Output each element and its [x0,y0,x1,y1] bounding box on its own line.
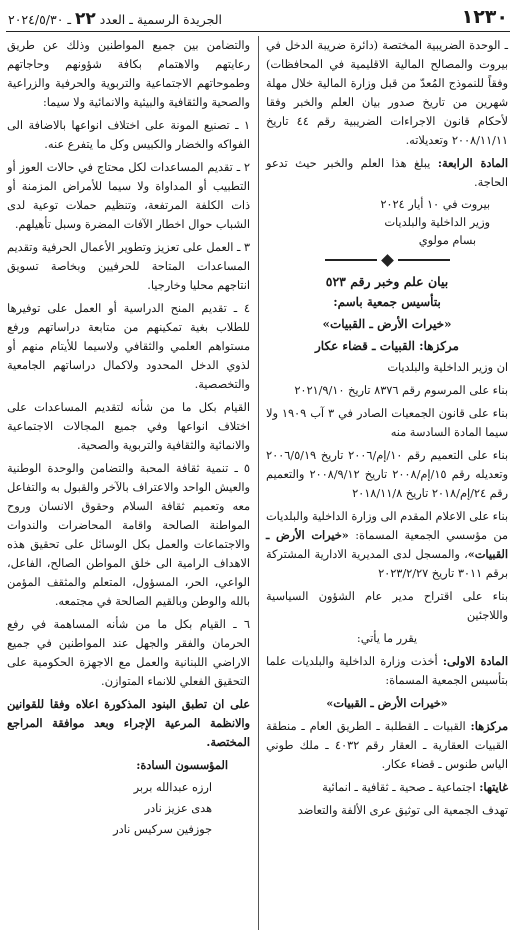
founder-name: جوزفين سركيس نادر [113,823,212,836]
association-name-heading: «خيرات الأرض ـ القبيات» [322,317,452,331]
divider-diamond [381,254,394,267]
notification-basis [266,507,508,583]
notice-title: بيان علم وخبر رقم ٥٢٣ [325,274,449,289]
founder-name: ارزه عبدالله بربر [133,781,212,794]
goal-item-4: ٤ ـ تقديم المنح الدراسية أو العمل على توفيرها للطلاب بغية تمكينهم من متابعة دراساتهم ورفع مستواهم العلمي والثقافي ولاسيما للأيتام منهم أو لذوي الدخل المحدود ولاكمال دراساتهم الجامعية والتخصصية. [7,302,250,391]
minister-title: وزير الداخلية والبلديات [384,216,490,229]
hq-paragraph [266,717,508,774]
decides-line: يقرر ما يأتي: [356,632,418,645]
notification-assoc-name: «خيرات الأرض ـ القبيات» [266,528,508,561]
founders-title: المؤسسون السادة: [136,758,228,772]
column-separator [258,36,259,930]
proposal-basis: بناء على اقتراح مدير عام الشؤون السياسية واللاجئين [266,590,508,622]
article-4-label: المادة الرابعة: [437,156,508,170]
goal-item-4b: القيام بكل ما من شأنه لتقديم المساعدات على اختلاف انواعها وفي جميع المجالات الاجتماعية والانمائية والثقافية والتربوية والصحية. [7,401,250,452]
goals-text: اجتماعية ـ صحية ـ ثقافية ـ انمائية [322,781,480,794]
signature-date: بيروت في ١٠ أيار ٢٠٢٤ [380,198,490,211]
issue-number: ٢٢ [75,9,96,29]
article-1 [266,652,508,690]
hq-label: مركزها: [470,719,508,733]
notice-subtitle: بتأسيس جمعية باسم: [333,295,441,309]
goals-label: غايتها: [479,780,508,794]
article-1-assoc-name: «خيرات الأرض ـ القبيات» [326,696,448,710]
goal-item-6: ٦ ـ القيام بكل ما من شأنه المساهمة في رفع الحرمان والفقر والجهل عند المواطنين في جميع الاراضي اللبنانية والعمل مع الاجهزة الحكومية على التحقيق الفعلي للانماء المتوازن. [7,618,250,688]
founder-name: هدى عزيز نادر [144,802,212,815]
circular-basis: بناء على التعميم رقم ١٠/إم/٢٠٠٦ تاريخ ٢٠٠٦/٥/١٩ وتعديله رقم ١٥/إم/٢٠٠٨ تاريخ ٢٠٠٨/٩/١٢ والتعميم رقم ٢٤/إم/٢٠١٨ تاريخ ٢٠١٨/١١/٨ [266,449,508,500]
right-column [266,36,508,824]
gazette-title-text: الجريدة الرسمية ـ العدد [99,12,223,27]
association-hq-heading: مركزها: القبيات ـ قضاء عكار [315,339,459,353]
goals-continuation: والتضامن بين جميع المواطنين وذلك عن طريق رعايتهم والاهتمام بكافة شؤونهم وحاجاتهم وطموحاتهم الاجتماعية والتربوية والحرفية والزراعية والصحية والثقافية والبيئية والانمائية ولا سيما: [7,39,250,109]
goal-item-1: ١ ـ تصنيع المونة على اختلاف انواعها بالاضافة الى الفواكه والخضار والكبيس وكل ما يتفرع عنه. [7,119,250,151]
section-divider-ornament [266,254,508,266]
decree-basis: بناء على المرسوم رقم ٨٣٧٦ تاريخ ٢٠٢١/٩/١٠ [294,384,508,397]
divider-line [325,259,377,261]
goal-item-5: ٥ ـ تنمية ثقافة المحبة والتضامن والوحدة الوطنية والعيش الواحد والاعتراف بالآخر والقبول به والتفاعل معه وتعميم ثقافة السلام وحقوق الانسان وروح المواطنة الصالحة واقامة المحاضرات والندوات والاجتماعات والعمل بكل الوسائل على تحقيق هذه الاهداف الرامية الى خلق المواطن الصالح، الفاعل، الواعي، الحر، المسؤول، المتعلم والمثقف المؤمن بالله والوطن وبالقيم الصالحة في مجتمعه. [7,462,250,608]
notification-text-b: ، والمسجل لدى المديرية الادارية المشتركة برقم ٣٠١١ تاريخ ٢٠٢٣/٢/٢٧ [266,548,508,580]
page-header [6,6,510,32]
tax-unit-paragraph: ـ الوحدة الضريبية المختصة (دائرة ضريبة الدخل في بيروت والمصالح المالية الاقليمية في المحافظات) وفقاً للنموذج المُعدّ من قبل وزارة المالية خلال مهلة شهرين من تاريخ صدور بيان العلم والخبر وفقا لأحكام قانون الاجراءات الضريبية رقم ٤٤ تاريخ ٢٠٠٨/١١/١١ وتعديلاته. [266,39,508,147]
article-4-text: يبلغ هذا العلم والخبر حيث تدعو الحاجة. [266,157,508,189]
hq-text: القبيات ـ القطلبة ـ الطريق العام ـ منطقة القبيات العقارية ـ العقار رقم ٤٠٣٢ ـ ملك طوني الياس طنوس ـ قضاء عكار. [266,720,508,771]
minister-name: بسام مولوي [418,234,476,247]
article-1-text: أخذت وزارة الداخلية والبلديات علما بتأسيس الجمعية المسماة: [266,655,508,687]
left-column [7,36,250,840]
intro-line: ان وزير الداخلية والبلديات [387,361,508,374]
gazette-title [8,9,222,29]
goals-description: تهدف الجمعية الى توثيق عرى الألفة والتعاضد [297,804,508,817]
divider-line [398,259,450,261]
goals-paragraph [266,778,508,797]
header-rule [6,31,510,32]
goal-item-3: ٣ ـ العمل على تعزيز وتطوير الأعمال الحرفية وتقديم المساعدات المتاحة للحرفيين وبخاصة تسويق انتاجهم محليا وخارجيا. [7,241,250,292]
notification-text-a: بناء على الاعلام المقدم الى وزارة الداخلية والبلديات من مؤسسي الجمعية المسماة: [266,510,508,542]
goal-item-2: ٢ ـ تقديم المساعدات لكل محتاج في حالات العوز أو التطبيب أو المداواة ولا سيما للأمراض المزمنة أو ذات الكلفة المرتفعة، وتنظيم حملات توعية لدى الشباب حوال اخطار الآفات المضرة وسبل تأهيلهم. [7,161,250,231]
compliance-note: على ان تطبق البنود المذكورة اعلاه وفقا للقوانين والانظمة المرعية الإجراء وبعد موافقة المراجع المختصة. [7,697,250,749]
page-number: ١٢٣٠ [461,6,508,28]
article-1-label: المادة الاولى: [442,654,508,668]
issue-date: ـ ٢٠٢٤/٥/٣٠ [8,12,72,27]
law-basis: بناء على قانون الجمعيات الصادر في ٣ آب ١٩٠٩ ولا سيما المادة السادسة منه [266,407,508,439]
article-4 [266,154,508,192]
